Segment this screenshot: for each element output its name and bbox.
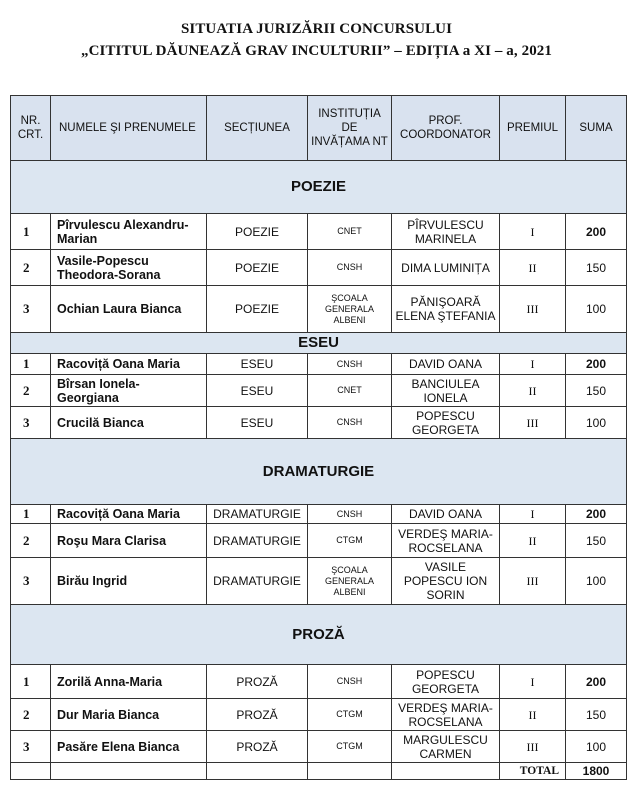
section-cell: POEZIE xyxy=(207,214,308,250)
section-header-eseu xyxy=(11,333,627,354)
prize-cell: III xyxy=(500,731,566,763)
header-prize: PREMIUL xyxy=(500,96,566,161)
empty-cell xyxy=(11,763,51,780)
section-cell: POEZIE xyxy=(207,286,308,333)
total-label: TOTAL xyxy=(500,763,566,780)
coordinator-cell: MARGULESCU CARMEN xyxy=(392,731,500,763)
section-cell: PROZĂ xyxy=(207,665,308,699)
section-title: ESEU xyxy=(11,333,627,354)
section-cell: ESEU xyxy=(207,354,308,375)
coordinator-cell: POPESCU GEORGETA xyxy=(392,665,500,699)
table-body xyxy=(11,161,627,780)
table-row xyxy=(11,699,627,731)
prize-cell: II xyxy=(500,375,566,407)
row-number: 1 xyxy=(11,665,51,699)
section-cell: DRAMATURGIE xyxy=(207,505,308,524)
institution-cell: ŞCOALA GENERALA ALBENI xyxy=(308,286,392,333)
prize-cell: I xyxy=(500,505,566,524)
prize-cell: III xyxy=(500,286,566,333)
table-row xyxy=(11,407,627,439)
prize-cell: I xyxy=(500,665,566,699)
participant-name: Crucilă Bianca xyxy=(51,407,207,439)
sum-cell: 100 xyxy=(566,407,627,439)
coordinator-cell: BANCIULEA IONELA xyxy=(392,375,500,407)
sum-cell: 200 xyxy=(566,665,627,699)
table-row xyxy=(11,558,627,605)
participant-name: Birău Ingrid xyxy=(51,558,207,605)
participant-name: Pîrvulescu Alexandru-Marian xyxy=(51,214,207,250)
section-title: DRAMATURGIE xyxy=(11,439,627,505)
prize-cell: III xyxy=(500,407,566,439)
table-row xyxy=(11,524,627,558)
sum-cell: 100 xyxy=(566,558,627,605)
row-number: 1 xyxy=(11,214,51,250)
coordinator-cell: PĂNIŞOARĂ ELENA ŞTEFANIA xyxy=(392,286,500,333)
participant-name: Bîrsan Ionela- Georgiana xyxy=(51,375,207,407)
institution-cell: CNET xyxy=(308,375,392,407)
prize-cell: II xyxy=(500,524,566,558)
participant-name: Vasile-Popescu Theodora-Sorana xyxy=(51,250,207,286)
results-table xyxy=(10,95,627,780)
coordinator-cell: VASILE POPESCU ION SORIN xyxy=(392,558,500,605)
empty-cell xyxy=(392,763,500,780)
section-title: POEZIE xyxy=(11,161,627,214)
row-number: 3 xyxy=(11,558,51,605)
section-cell: DRAMATURGIE xyxy=(207,524,308,558)
section-cell: POEZIE xyxy=(207,250,308,286)
institution-cell: CNET xyxy=(308,214,392,250)
participant-name: Racoviță Oana Maria xyxy=(51,354,207,375)
table-row xyxy=(11,731,627,763)
section-cell: PROZĂ xyxy=(207,699,308,731)
row-number: 3 xyxy=(11,407,51,439)
table-row xyxy=(11,214,627,250)
header-section: SECȚIUNEA xyxy=(207,96,308,161)
coordinator-cell: DAVID OANA xyxy=(392,354,500,375)
row-number: 2 xyxy=(11,250,51,286)
total-row xyxy=(11,763,627,780)
table-row xyxy=(11,286,627,333)
section-header-poezie xyxy=(11,161,627,214)
institution-cell: ŞCOALA GENERALA ALBENI xyxy=(308,558,392,605)
institution-cell: CNSH xyxy=(308,505,392,524)
header-nr: NR. CRT. xyxy=(11,96,51,161)
coordinator-cell: PÎRVULESCU MARINELA xyxy=(392,214,500,250)
participant-name: Pasăre Elena Bianca xyxy=(51,731,207,763)
coordinator-cell: VERDEŞ MARIA-ROCSELANA xyxy=(392,699,500,731)
row-number: 2 xyxy=(11,524,51,558)
table-row xyxy=(11,354,627,375)
header-institution: INSTITUȚIA DE INVĂȚAMA NT xyxy=(308,96,392,161)
document-title: SITUATIA JURIZĂRII CONCURSULUI xyxy=(180,21,453,37)
header-coordinator: PROF. COORDONATOR xyxy=(392,96,500,161)
participant-name: Racoviță Oana Maria xyxy=(51,505,207,524)
institution-cell: CNSH xyxy=(308,665,392,699)
sum-cell: 100 xyxy=(566,286,627,333)
row-number: 2 xyxy=(11,699,51,731)
sum-cell: 150 xyxy=(566,699,627,731)
sum-cell: 200 xyxy=(566,354,627,375)
prize-cell: I xyxy=(500,214,566,250)
empty-cell xyxy=(308,763,392,780)
institution-cell: CNSH xyxy=(308,250,392,286)
row-number: 1 xyxy=(11,505,51,524)
table-row xyxy=(11,665,627,699)
table-row xyxy=(11,375,627,407)
institution-cell: CTGM xyxy=(308,699,392,731)
sum-cell: 150 xyxy=(566,524,627,558)
total-value: 1800 xyxy=(566,763,627,780)
row-number: 2 xyxy=(11,375,51,407)
row-number: 3 xyxy=(11,286,51,333)
section-header-proza xyxy=(11,605,627,665)
section-cell: PROZĂ xyxy=(207,731,308,763)
header-row xyxy=(11,96,627,161)
sum-cell: 200 xyxy=(566,214,627,250)
table-row xyxy=(11,505,627,524)
coordinator-cell: VERDEŞ MARIA-ROCSELANA xyxy=(392,524,500,558)
participant-name: Zorilă Anna-Maria xyxy=(51,665,207,699)
section-title: PROZĂ xyxy=(11,605,627,665)
institution-cell: CTGM xyxy=(308,524,392,558)
participant-name: Roşu Mara Clarisa xyxy=(51,524,207,558)
coordinator-cell: POPESCU GEORGETA xyxy=(392,407,500,439)
table-row xyxy=(11,250,627,286)
empty-cell xyxy=(51,763,207,780)
empty-cell xyxy=(207,763,308,780)
sum-cell: 150 xyxy=(566,250,627,286)
section-cell: ESEU xyxy=(207,375,308,407)
header-sum: SUMA xyxy=(566,96,627,161)
institution-cell: CNSH xyxy=(308,407,392,439)
section-cell: ESEU xyxy=(207,407,308,439)
row-number: 1 xyxy=(11,354,51,375)
sum-cell: 150 xyxy=(566,375,627,407)
sum-cell: 200 xyxy=(566,505,627,524)
sum-cell: 100 xyxy=(566,731,627,763)
prize-cell: II xyxy=(500,699,566,731)
participant-name: Ochian Laura Bianca xyxy=(51,286,207,333)
prize-cell: III xyxy=(500,558,566,605)
participant-name: Dur Maria Bianca xyxy=(51,699,207,731)
coordinator-cell: DAVID OANA xyxy=(392,505,500,524)
institution-cell: CNSH xyxy=(308,354,392,375)
header-name: NUMELE ŞI PRENUMELE xyxy=(51,96,207,161)
prize-cell: I xyxy=(500,354,566,375)
row-number: 3 xyxy=(11,731,51,763)
prize-cell: II xyxy=(500,250,566,286)
document-subtitle: „CITITUL DĂUNEAZĂ GRAV INCULTURII” – EDIȚIA a XI – a, 2021 xyxy=(80,43,553,59)
coordinator-cell: DIMA LUMINIȚA xyxy=(392,250,500,286)
section-cell: DRAMATURGIE xyxy=(207,558,308,605)
section-header-dramaturgie xyxy=(11,439,627,505)
institution-cell: CTGM xyxy=(308,731,392,763)
